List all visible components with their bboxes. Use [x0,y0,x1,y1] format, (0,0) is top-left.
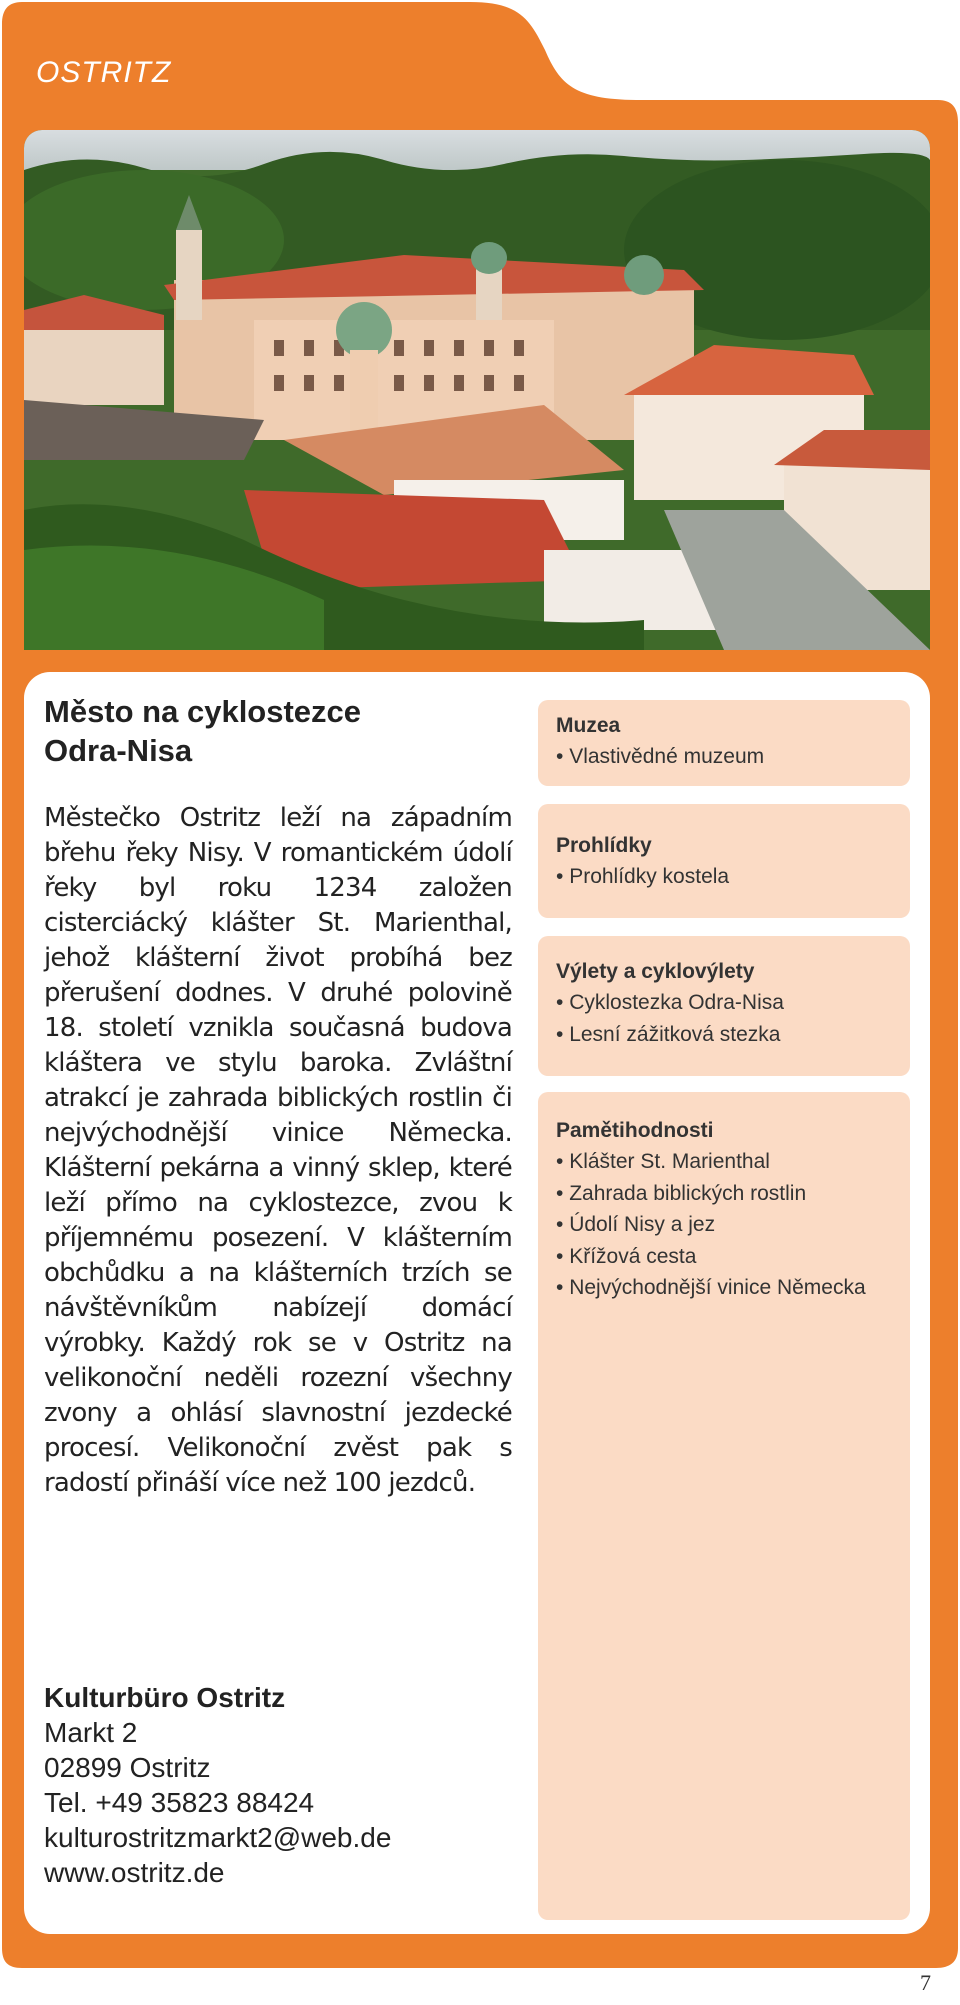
trips-title: Výlety a cyklovýlety [556,960,755,983]
list-item: • Lesní zážitková stezka [556,1019,892,1051]
contact-block [44,1680,391,1890]
article-heading [44,692,512,770]
monastery-photo [24,130,930,650]
list-item: • Křížová cesta [556,1241,892,1273]
contact-name: Kulturbüro Ostritz [44,1682,286,1713]
contact-phone: Tel. +49 35823 88424 [44,1787,315,1818]
list-item: • Prohlídky kostela [556,861,892,893]
list-item: • Cyklostezka Odra-Nisa [556,987,892,1019]
article-body: Městečko Ostritz leží na západním břehu řeky Nisy. V romantickém údolí řeky byl roku 1234 založen cisterciácký klášter St. Marienthal, jehož klášterní život probíhá bez přerušení dodnes. V druhé polovině 18. století vznikla současná budova kláštera ve stylu baroka. Zvláštní atrakcí je zahrada biblických rostlin či nejvýchodnější vinice Německa. Klášterní pekárna a vinný sklep, které leží přímo na cyklostezce, zvou k příjemnému posezení. V klášterním obchůdku a na klášterních trzích se návštěvníkům nabízejí domácí výrobky. Každý rok se v Ostritz na velikonoční neděli rozezní všechny zvony a ohlásí slavnostní jezdecké procesí. Velikonoční zvěst pak s radostí přináší více než 100 jezdců. [44,803,512,1498]
list-item: • Klášter St. Marienthal [556,1146,892,1178]
museums-box [538,700,910,786]
contact-website[interactable]: www.ostritz.de [44,1857,225,1888]
contact-email[interactable]: kulturostritzmarkt2@web.de [44,1822,392,1853]
contact-city: 02899 Ostritz [44,1752,211,1783]
sights-title: Pamětihodnosti [556,1119,714,1142]
list-item: • Vlastivědné muzeum [556,741,892,773]
page-title: OSTRITZ [36,56,172,89]
contact-street: Markt 2 [44,1717,138,1748]
list-item: • Nejvýchodnější vinice Německa [556,1272,892,1304]
heading-line: Město na cyklostezce [44,694,362,729]
tours-title: Prohlídky [556,834,652,857]
list-item: • Údolí Nisy a jez [556,1209,892,1241]
page-number: 7 [920,1970,931,1995]
list-item: • Zahrada biblických rostlin [556,1178,892,1210]
trips-box [538,936,910,1076]
museums-title: Muzea [556,714,621,737]
heading-line: Odra-Nisa [44,733,193,768]
main-article [44,692,512,1501]
tours-box [538,804,910,918]
sights-box [538,1092,910,1920]
